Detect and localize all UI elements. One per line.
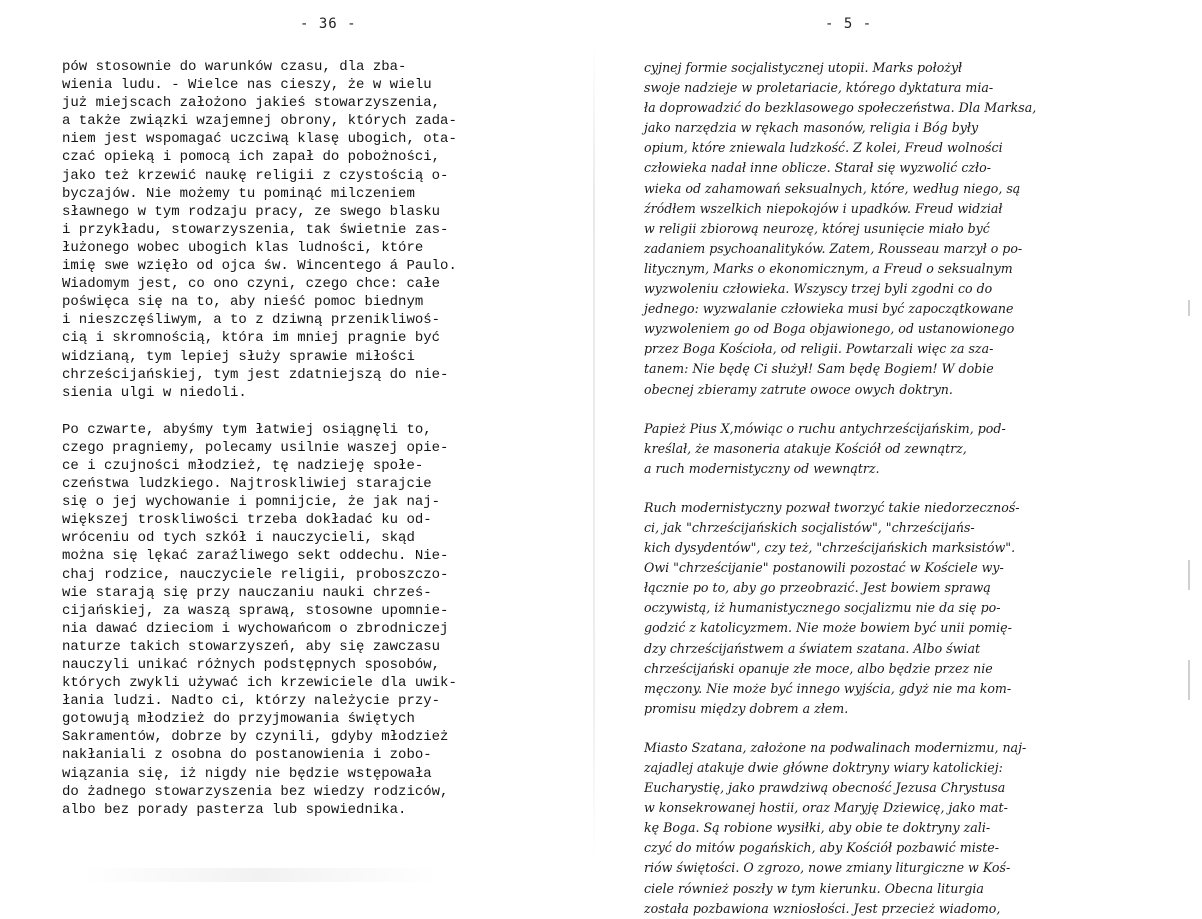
- text-line: chaj rodzice, nauczyciele religii, proboszczo-: [62, 566, 449, 583]
- text-line: godzić z katolicyzmem. Nie może bowiem być unii pomię-: [644, 620, 1012, 636]
- paragraph: [62, 421, 582, 819]
- paragraph: [644, 58, 1189, 400]
- paragraph-gap: [62, 402, 582, 421]
- text-line: Papież Pius X,mówiąc o ruchu antychrześcijańskim, pod-: [644, 420, 1006, 436]
- text-line: zajadlej atakuje dwie główne doktryny wiary katolickiej:: [644, 760, 1003, 775]
- text-line: sławnego w tym rodzaju pracy, ze swego blasku: [62, 203, 441, 220]
- text-line: łużonego wobec ubogich klas ludności, które: [62, 239, 424, 256]
- text-line: Miasto Szatana, założone na podwalinach modernizmu, naj-: [644, 739, 1027, 755]
- text-line: niem jest wspomagać uczciwą klasę ubogich, ota-: [62, 131, 457, 148]
- text-line: a ruch modernistyczny od wewnątrz.: [644, 460, 880, 476]
- text-line: wiązania się, iż nigdy nie będzie wstępowała: [62, 765, 432, 782]
- text-line: widzianą, tym lepiej służy sprawie miłości: [62, 348, 415, 365]
- right-page-text: [644, 58, 1189, 919]
- text-line: cijańskiej, za waszą sprawą, stosowne upomnie-: [62, 602, 449, 619]
- text-line: kich dysydentów", czy też, "chrześcijańskich marksistów".: [644, 540, 1016, 556]
- text-line: oczywistą, iż humanistycznego socjalizmu nie da się po-: [644, 600, 1001, 616]
- text-line: w religii zbiorową neurozę, której usunięcie miało być: [644, 220, 990, 236]
- text-line: dzy chrześcijaństwem a światem szatana. Albo świat: [644, 640, 981, 656]
- left-page: [0, 0, 600, 899]
- paragraph: [62, 58, 582, 402]
- text-line: jednego: wyzwalanie człowieka musi być zapoczątkowane: [644, 301, 1014, 317]
- text-line: obecnej zbieramy zatrute owoce owych doktryn.: [644, 381, 953, 397]
- text-line: łania ludzi. Nadto ci, którzy należycie przy-: [62, 693, 441, 710]
- text-line: źródłem wszelkich niepokojów i upadków. Freud widział: [644, 200, 1003, 216]
- text-line: riów świętości. O zgrozo, nowe zmiany liturgiczne w Koś-: [644, 860, 1011, 876]
- text-line: można się lękać zaraźliwego sekt oddechu. Nie-: [62, 548, 449, 565]
- text-line: swoje nadzieje w proletariacie, którego dyktatura mia-: [644, 80, 994, 96]
- text-line: których zwykli używać ich krzewiciele dla uwik-: [62, 675, 457, 692]
- text-line: gotowują młodzież do przyjmowania świętych: [62, 711, 415, 728]
- paragraph: [644, 498, 1189, 719]
- text-line: litycznym, Marks o ekonomicznym, a Freud o seksualnym: [644, 260, 1013, 276]
- text-line: łącznie po to, aby go przeobrazić. Jest bowiem sprawą: [644, 580, 991, 596]
- paragraph: [644, 738, 1189, 919]
- text-line: została pozbawiona wzniosłości. Jest przecież wiadomo,: [644, 900, 1001, 916]
- right-page: [600, 0, 1202, 916]
- text-line: jako też krzewić naukę religii z czystością o-: [62, 167, 449, 184]
- text-line: człowieka nadał inne oblicze. Starał się wyzwolić czło-: [644, 160, 991, 176]
- text-line: promisu między dobrem a złem.: [644, 700, 849, 716]
- text-line: chrześcijańskiej, tym jest zdatniejszą do nie-: [62, 366, 449, 383]
- scan-edge-mark: [1188, 560, 1190, 590]
- text-line: Sakramentów, dobrze by czynili, gdyby młodzież: [62, 729, 449, 746]
- text-line: naturze takich stowarzyszeń, aby się zawczasu: [62, 638, 441, 655]
- text-line: kreślał, że masoneria atakuje Kościół od zewnątrz,: [644, 440, 967, 456]
- text-line: tanem: Nie będę Ci służył! Sam będę Bogiem! W dobie: [644, 361, 994, 377]
- text-line: wróceniu od tych szkół i nauczycieli, skąd: [62, 530, 415, 547]
- text-line: męczony. Nie może być innego wyjścia, gdyż nie ma kom-: [644, 680, 1012, 696]
- text-line: imię swe wzięło od ojca św. Wincentego á Paulo.: [62, 258, 457, 275]
- text-line: już miejscach założono jakieś stowarzyszenia,: [62, 95, 441, 112]
- paragraph-gap: [644, 400, 1189, 419]
- text-line: ciele również poszły w tym kierunku. Obecna liturgia: [644, 880, 984, 896]
- text-line: byczajów. Nie możemy tu pominąć milczeniem: [62, 185, 415, 202]
- text-line: albo bez porady pasterza lub spowiednika.: [62, 801, 407, 818]
- text-line: w konsekrowanej hostii, oraz Maryję Dziewicę, jako mat-: [644, 800, 1008, 816]
- text-line: poświęca się na to, aby nieść pomoc biednym: [62, 294, 424, 311]
- text-line: do żadnego stowarzyszenia bez wiedzy rodziców,: [62, 783, 449, 800]
- text-line: czeństwa ludzkiego. Najtroskliwiej starajcie: [62, 476, 432, 493]
- text-line: zadaniem psychoanalityków. Zatem, Rousseau marzył o po-: [644, 240, 1023, 256]
- paragraph-gap: [644, 719, 1189, 738]
- text-line: chrześcijański opanuje złe moce, albo będzie przez nie: [644, 660, 993, 676]
- text-line: przez Boga Kościoła, od religii. Powtarzali więc za sza-: [644, 341, 994, 357]
- page-number: - 5 -: [825, 16, 873, 32]
- page-gutter: [593, 40, 595, 860]
- scan-shadow: [80, 868, 440, 882]
- left-page-text: [62, 58, 582, 819]
- text-line: Wiadomym jest, co ono czyni, czego chce: całe: [62, 276, 441, 293]
- text-line: nia dawać dzieciom i wychowańcom o zbrodniczej: [62, 620, 449, 637]
- text-line: wyzwoleniem go od Boga objawionego, od ustanowionego: [644, 321, 1015, 337]
- page-number: - 36 -: [300, 16, 357, 32]
- scan-edge-mark: [1188, 660, 1190, 700]
- text-line: a także związki wzajemnej obrony, których zada-: [62, 113, 457, 130]
- text-line: i nieszczęśliwym, a to z dziwną przenikliwoś-: [62, 312, 441, 329]
- paragraph-gap: [644, 479, 1189, 498]
- scan-edge-mark: [1188, 300, 1190, 316]
- text-line: ła doprowadzić do bezklasowego społeczeństwa. Dla Marksa,: [644, 100, 1037, 116]
- text-line: się o jej wychowanie i pomnijcie, że jak naj-: [62, 494, 441, 511]
- text-line: Owi "chrześcijanie" postanowili pozostać w Kościele wy-: [644, 560, 1004, 576]
- text-line: cyjnej formie socjalistycznej utopii. Marks położył: [644, 60, 963, 75]
- text-line: nauczyli unikać różnych podstępnych sposobów,: [62, 657, 441, 673]
- paragraph: [644, 419, 1189, 479]
- text-line: sienia ulgi w niedoli.: [62, 384, 247, 401]
- text-line: nakłaniali z osobna do postanowienia i zobo-: [62, 747, 432, 764]
- text-line: czyć do mitów pogańskich, aby Kościół pozbawić miste-: [644, 840, 999, 856]
- text-line: cią i skromnością, która im mniej pragnie być: [62, 330, 441, 347]
- text-line: opium, które zniewala ludzkość. Z kolei, Freud wolności: [644, 140, 1003, 156]
- text-line: pów stosownie do warunków czasu, dla zba-: [62, 59, 407, 75]
- text-line: czać opieką i pomocą ich zapał do pobożności,: [62, 149, 441, 166]
- text-line: i przykładu, stowarzyszenia, tak świetnie zas-: [62, 221, 449, 238]
- text-line: Po czwarte, abyśmy tym łatwiej osiągnęli to,: [62, 421, 432, 438]
- text-line: kę Boga. Są robione wysiłki, aby obie te doktryny zali-: [644, 820, 991, 836]
- text-line: wienia ludu. - Wielce nas cieszy, że w wielu: [62, 77, 432, 94]
- text-line: Eucharystię, jako prawdziwą obecność Jezusa Chrystusa: [644, 780, 1006, 796]
- text-line: wieka od zahamowań seksualnych, które, według niego, są: [644, 180, 1021, 196]
- text-line: ci, jak "chrześcijańskich socjalistów", "chrześcijańs-: [644, 519, 975, 535]
- text-line: ce i czujności młodzież, tę nadzieję społe-: [62, 457, 424, 474]
- text-line: większej troskliwości trzeba dokładać ku od-: [62, 512, 432, 529]
- text-line: wyzwoleniu człowieka. Wszyscy trzej byli zgodni co do: [644, 281, 993, 297]
- text-line: jako narzędzia w rękach masonów, religia i Bóg były: [644, 120, 979, 136]
- text-line: wie starają się przy nauczaniu nauki chrześ-: [62, 584, 432, 601]
- text-line: czego pragniemy, polecamy usilnie waszej opie-: [62, 439, 449, 456]
- text-line: Ruch modernistyczny pozwał tworzyć takie niedorzecznoś-: [644, 499, 1020, 515]
